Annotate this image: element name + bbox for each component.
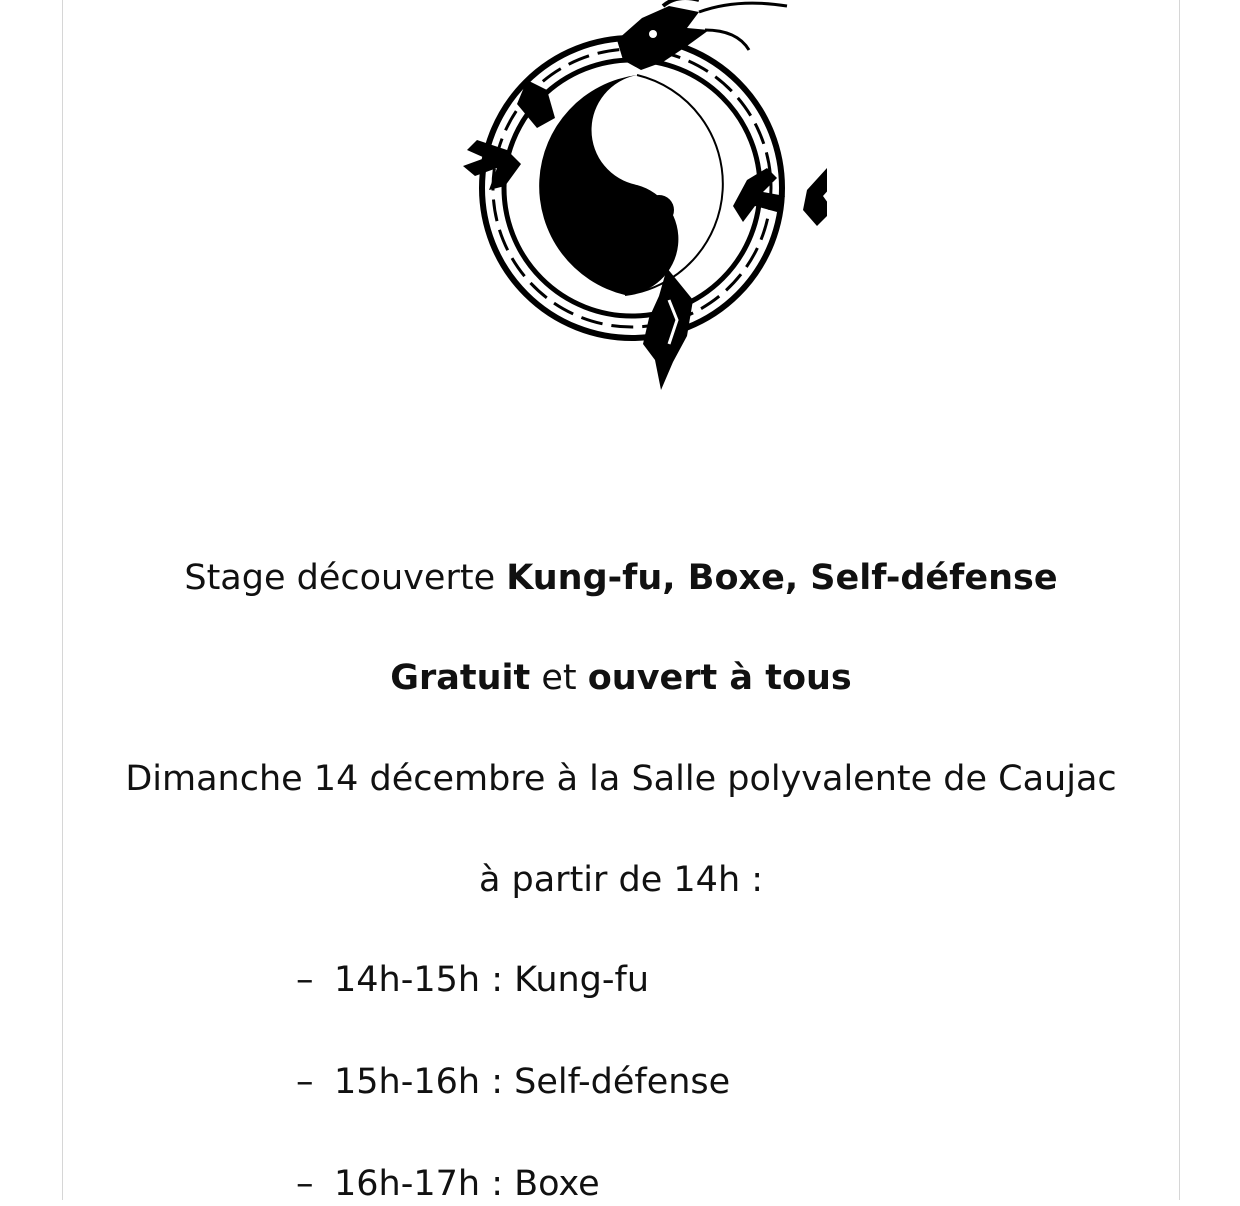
yin-yang-dragon-icon (437, 0, 827, 392)
schedule-item-text: 15h-16h : Self-défense (334, 1062, 731, 1102)
schedule-item (296, 1060, 730, 1104)
schedule-item-text: 14h-15h : Kung-fu (334, 960, 650, 1000)
access-connector: et (530, 658, 588, 698)
start-time-line: à partir de 14h : (478, 860, 764, 900)
schedule-item-text: 16h-17h : Boxe (334, 1164, 600, 1204)
title-disciplines: Kung-fu, Boxe, Self-défense (506, 558, 1058, 598)
bullet-dash: – (296, 1164, 314, 1204)
date-place-line: Dimanche 14 décembre à la Salle polyvalente de Caujac (125, 759, 1117, 799)
schedule-item (296, 1162, 600, 1206)
open-label: ouvert à tous (587, 658, 852, 698)
bullet-dash: – (296, 1062, 314, 1102)
schedule-item (296, 958, 649, 1002)
title-line (63, 556, 1179, 600)
access-line (63, 656, 1179, 700)
free-label: Gratuit (390, 658, 531, 698)
bullet-dash: – (296, 960, 314, 1000)
title-prefix: Stage découverte (184, 558, 507, 598)
flyer-page (62, 0, 1180, 1204)
